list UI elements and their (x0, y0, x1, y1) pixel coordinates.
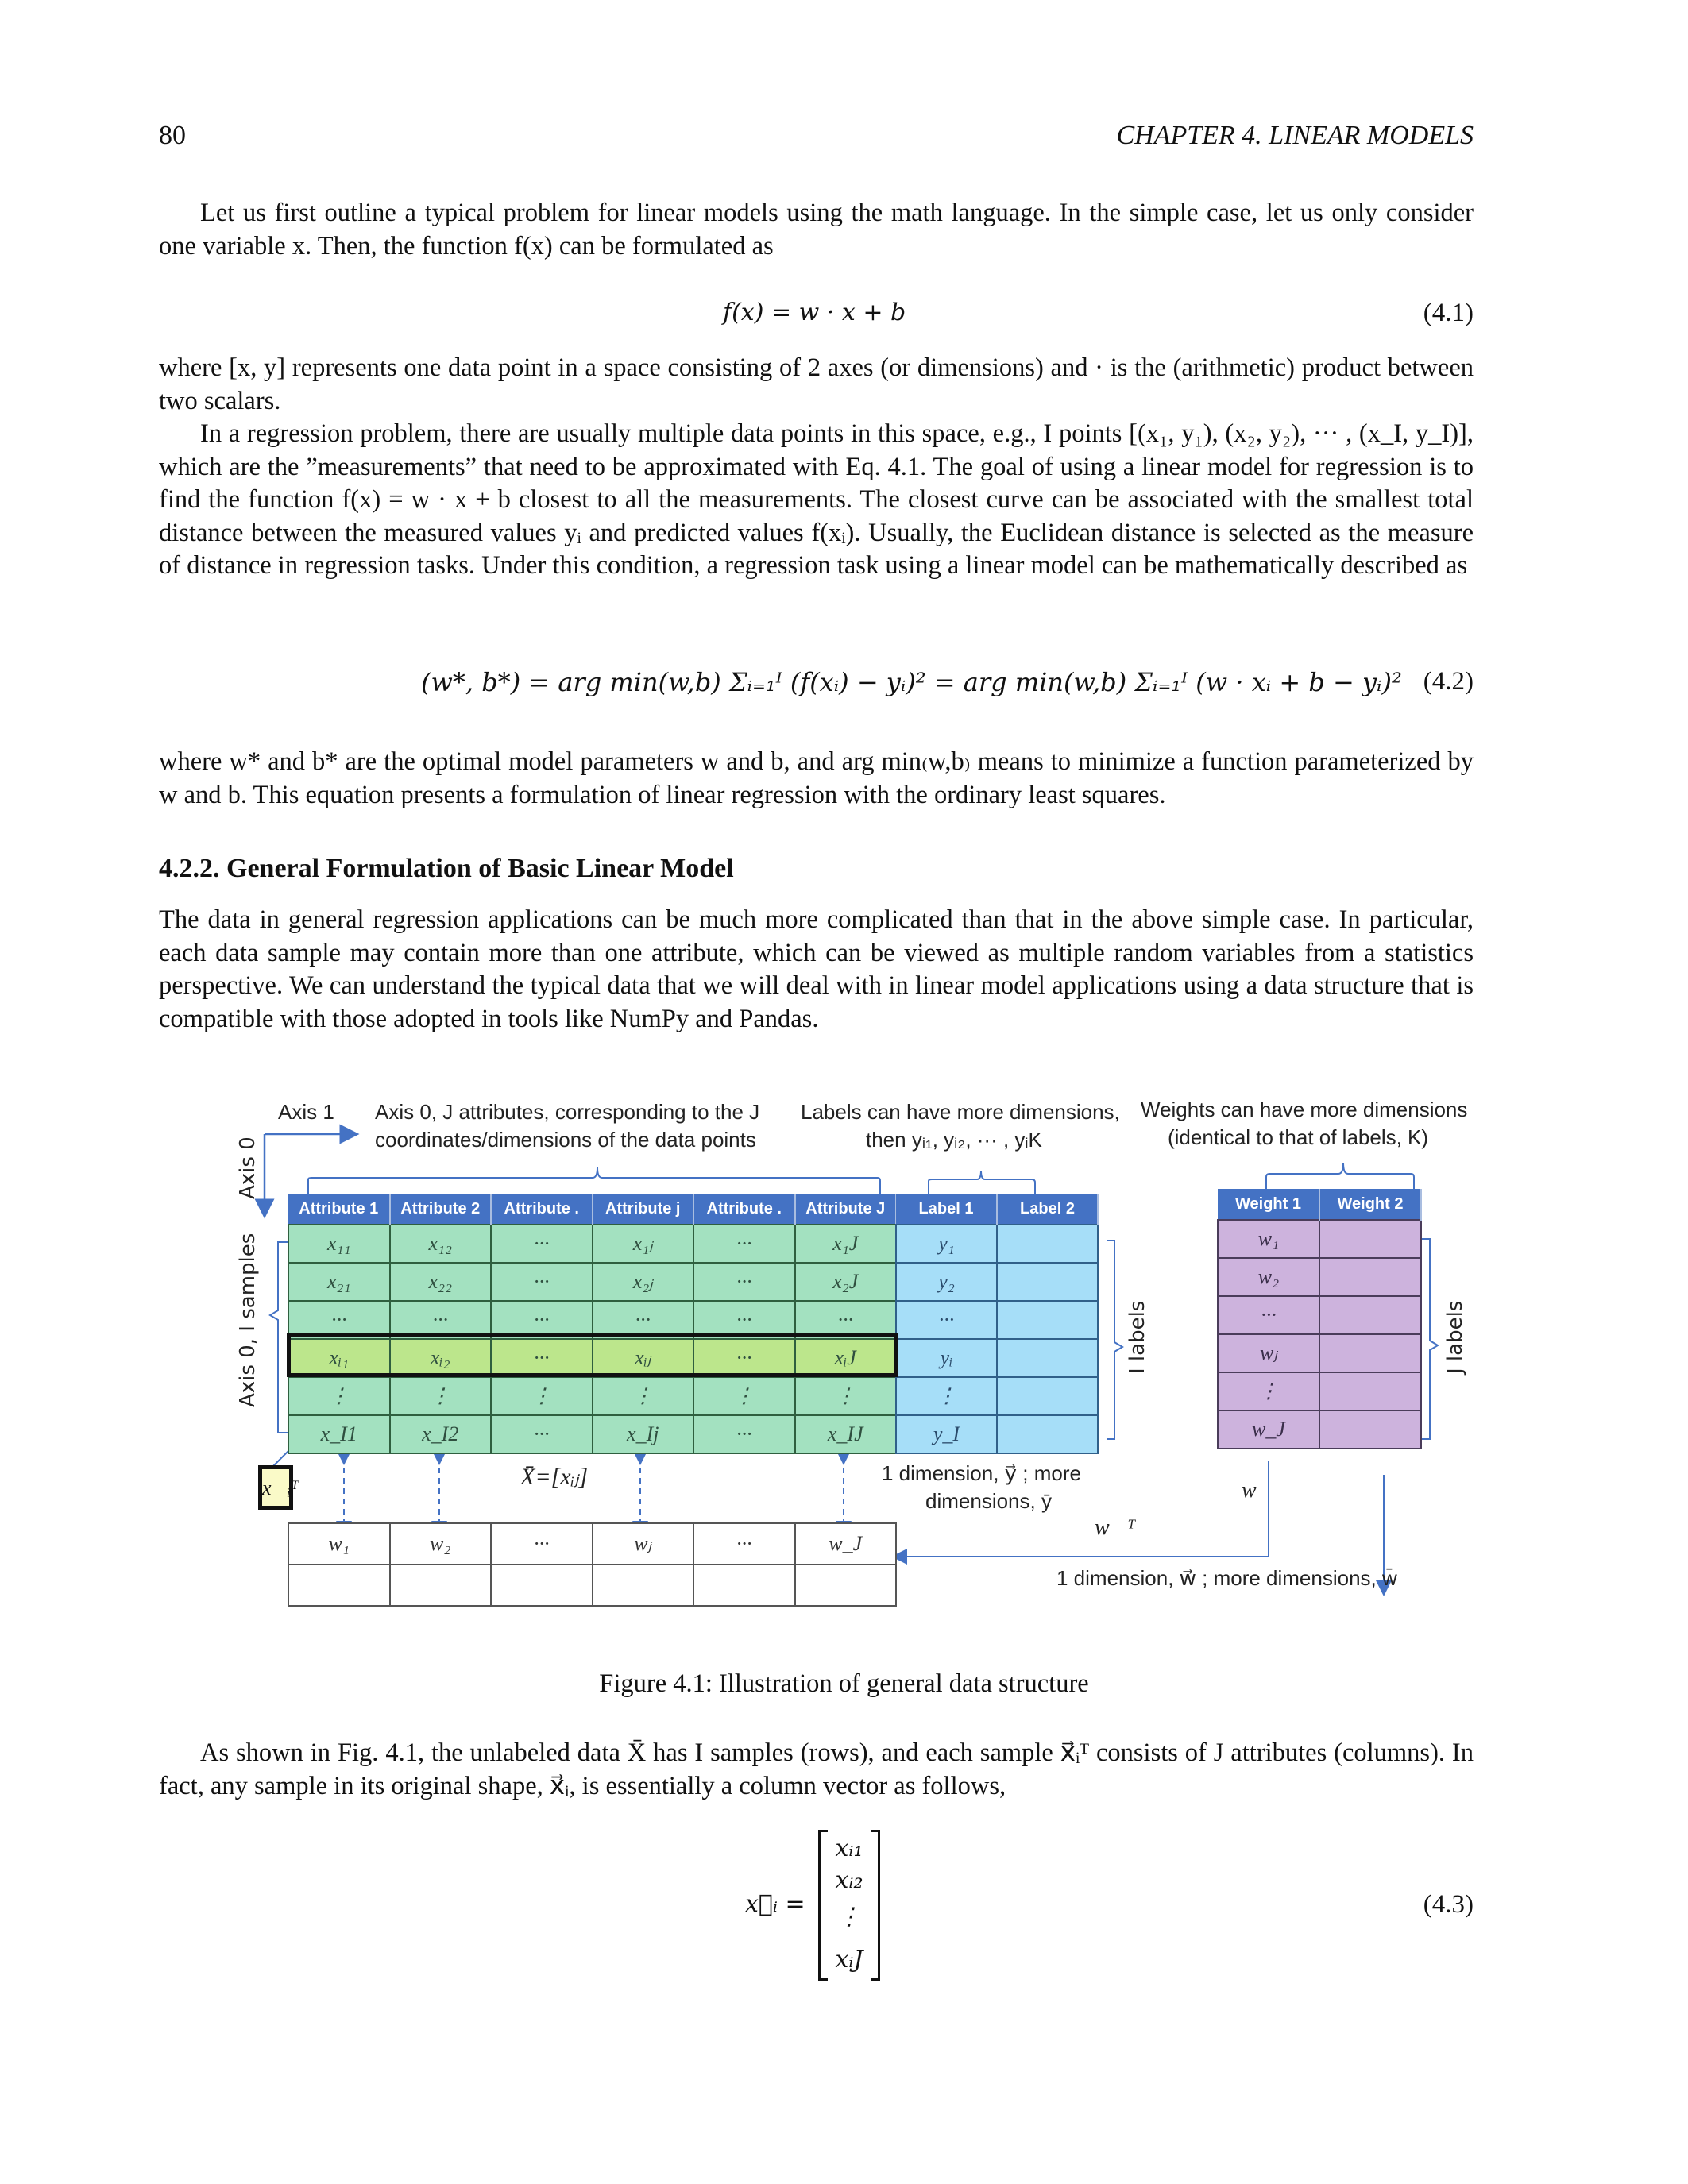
table-row (288, 1225, 896, 1263)
equation-4-2-number: (4.2) (1423, 667, 1474, 696)
x-cell: x₂₁ (288, 1263, 390, 1301)
weight-header: Weight 2 (1319, 1189, 1421, 1220)
table-row (288, 1523, 896, 1565)
y-cell: ··· (896, 1301, 997, 1339)
y-cell: ⋮ (896, 1377, 997, 1415)
table-row (288, 1377, 896, 1415)
x-cell: ··· (693, 1225, 795, 1263)
x-cell: x₂₂ (390, 1263, 492, 1301)
axis0-label: Axis 0 (236, 1136, 260, 1199)
labels-header-row (896, 1194, 1098, 1225)
weights-note-line1: Weights can have more dimensions (1141, 1098, 1468, 1121)
attribute-header: Attribute j (593, 1194, 694, 1225)
column-vector (818, 1830, 880, 1981)
sample-transpose-tag: x⃗ᵢᵀ (258, 1465, 293, 1510)
w-cell (1319, 1258, 1421, 1296)
x-cell: xᵢ₁ (288, 1339, 390, 1377)
y-cell: y_I (896, 1415, 997, 1453)
x-cell: x₁₂ (390, 1225, 492, 1263)
w-cell: w₂ (1218, 1258, 1319, 1296)
section-heading: 4.2.2. General Formulation of Basic Linear Model (159, 854, 734, 883)
y-cell (997, 1301, 1098, 1339)
table-row (896, 1377, 1098, 1415)
x-cell: x₁ⱼ (593, 1225, 694, 1263)
x-cell: xᵢ₂ (390, 1339, 492, 1377)
x-cell: x_Ij (593, 1415, 694, 1453)
labels-note-line1: Labels can have more dimensions, (801, 1100, 1120, 1124)
weight-cell: w₁ (288, 1523, 390, 1565)
x-cell: xᵢJ (795, 1339, 897, 1377)
paragraph-fig-description (159, 1737, 1474, 1803)
left-bracket (818, 1830, 828, 1981)
x-cell: x₁₁ (288, 1225, 390, 1263)
chapter-header: CHAPTER 4. LINEAR MODELS (1116, 121, 1474, 150)
table-row (896, 1263, 1098, 1301)
selected-sample-outline (287, 1333, 898, 1377)
weight-cell-empty (288, 1565, 390, 1606)
attributes-note-line1: Axis 0, J attributes, corresponding to the J (375, 1100, 760, 1124)
equation-4-3 (159, 1827, 1474, 1985)
x-cell: x₂J (795, 1263, 897, 1301)
y-note-line1: 1 dimension, y⃗ ; more (882, 1461, 1081, 1485)
x-cell: ⋮ (795, 1377, 897, 1415)
figure-caption: Figure 4.1: Illustration of general data structure (599, 1669, 1089, 1698)
x-cell: ··· (593, 1301, 694, 1339)
x-cell: x_I1 (288, 1415, 390, 1453)
w-cell: ··· (1218, 1296, 1319, 1334)
w-cell: w₁ (1218, 1220, 1319, 1258)
weight-cell: wⱼ (593, 1523, 694, 1565)
weight-cell-empty (795, 1565, 897, 1606)
w-cell: w_J (1218, 1410, 1319, 1449)
weight-cell-empty (390, 1565, 492, 1606)
vector-entry: xᵢ₁ (835, 1835, 863, 1862)
paragraph-optimal-params-text: where w* and b* are the optimal model parameters w and b, and arg min₍w,b₎ means to minimize a function parameterized by w and b. This equation presents a formulation of linear regression with the ordinary least squares. (159, 747, 1474, 809)
y-cell: yᵢ (896, 1339, 997, 1377)
equation-4-1-body: f(x) = w · x + b (723, 299, 906, 326)
i-labels-label: I labels (1126, 1300, 1149, 1374)
axis1-label: Axis 1 (278, 1100, 334, 1124)
matrix-label: X̄=[xᵢⱼ] (520, 1464, 589, 1490)
x-cell: ··· (491, 1263, 593, 1301)
paragraph-intro-text: Let us first outline a typical problem for linear models using the math language. In the simple case, let us only consider one variable x. Then, the function f(x) can be formulated as (159, 199, 1474, 260)
x-cell: ··· (693, 1263, 795, 1301)
vector-entry: ⋮ (837, 1903, 861, 1931)
x-cell: ⋮ (491, 1377, 593, 1415)
x-cell: ··· (390, 1301, 492, 1339)
labels-note-line2: then yᵢ₁, yᵢ₂, ··· , yᵢK (866, 1128, 1042, 1152)
table-row (896, 1415, 1098, 1453)
attributes-header-row (288, 1194, 896, 1225)
w-cell (1319, 1220, 1421, 1258)
weight-cell-empty (693, 1565, 795, 1606)
x-cell: xᵢⱼ (593, 1339, 694, 1377)
w-transpose-label: w⃗ᵀ (1095, 1515, 1136, 1540)
x-cell: ··· (491, 1415, 593, 1453)
x-cell: ··· (693, 1301, 795, 1339)
weight-cell: ··· (693, 1523, 795, 1565)
y-cell (997, 1225, 1098, 1263)
x-cell: x_IJ (795, 1415, 897, 1453)
y-note-line2: dimensions, ȳ (925, 1489, 1052, 1513)
table-row (1218, 1372, 1421, 1410)
weight-header: Weight 1 (1218, 1189, 1319, 1220)
y-cell (997, 1263, 1098, 1301)
table-row (288, 1263, 896, 1301)
w-cell: wⱼ (1218, 1334, 1319, 1372)
x-cell: ··· (491, 1301, 593, 1339)
w-cell (1319, 1296, 1421, 1334)
x-cell: x_I2 (390, 1415, 492, 1453)
right-bracket (871, 1830, 880, 1981)
label-header: Label 1 (896, 1194, 997, 1225)
y-cell (997, 1339, 1098, 1377)
w-cell: ⋮ (1218, 1372, 1319, 1410)
attributes-table (288, 1194, 897, 1454)
weights-table (1217, 1189, 1422, 1449)
table-row (896, 1339, 1098, 1377)
w-cell (1319, 1372, 1421, 1410)
weight-cell: ··· (491, 1523, 593, 1565)
x-cell: ⋮ (288, 1377, 390, 1415)
weight-cell-empty (491, 1565, 593, 1606)
equation-4-3-number: (4.3) (1423, 1890, 1474, 1919)
attribute-header: Attribute . (491, 1194, 593, 1225)
weights-header-row (1218, 1189, 1421, 1220)
table-row (896, 1225, 1098, 1263)
w-cell (1319, 1334, 1421, 1372)
equation-4-2-body: (w*, b*) = arg min(w,b) Σᵢ₌₁ᴵ (f(xᵢ) − yᵢ)² = arg min(w,b) Σᵢ₌₁ᴵ (w · xᵢ + b − yᵢ)² (421, 667, 1402, 697)
page-number: 80 (159, 121, 186, 150)
table-row (288, 1415, 896, 1453)
paragraph-regression-text: In a regression problem, there are usually multiple data points in this space, e.g., I points [(x₁, y₁), (x₂, y₂), ··· , (x_I, y_I)], which are the ”measurements” that need to be approximated with Eq. 4.1. The goal of using a linear model for regression is to find the function f(x) = w · x + b closest to all the measurements. The closest curve can be associated with the smallest total distance between the measured values yᵢ and predicted values f(xᵢ). Usually, the Euclidean distance is selected as the measure of distance in regression tasks. Under this condition, a regression task using a linear model can be mathematically described as (159, 419, 1474, 580)
x-cell: ⋮ (593, 1377, 694, 1415)
weights-note-line2: (identical to that of labels, K) (1168, 1125, 1429, 1149)
x-cell: x₁J (795, 1225, 897, 1263)
attribute-header: Attribute J (795, 1194, 897, 1225)
x-cell: ⋮ (390, 1377, 492, 1415)
labels-table (895, 1194, 1099, 1454)
paragraph-fig-description-text: As shown in Fig. 4.1, the unlabeled data X̄ has I samples (rows), and each sample x⃗ᵢᵀ consists of J attributes (columns). In fact, any sample in its original shape, x⃗ᵢ, is essentially a column vector as follows, (159, 1738, 1474, 1800)
x-cell: ··· (288, 1301, 390, 1339)
attribute-header: Attribute . (693, 1194, 795, 1225)
table-row (1218, 1258, 1421, 1296)
table-row (1218, 1410, 1421, 1449)
attributes-note-line2: coordinates/dimensions of the data points (375, 1128, 756, 1152)
w-vector-label: w⃗ (1242, 1478, 1274, 1503)
vector-entry: xᵢJ (835, 1946, 863, 1974)
x-cell: ··· (491, 1225, 593, 1263)
y-cell: y₂ (896, 1263, 997, 1301)
label-header: Label 2 (997, 1194, 1098, 1225)
table-row (1218, 1334, 1421, 1372)
table-row (1218, 1220, 1421, 1258)
table-row (1218, 1296, 1421, 1334)
table-row (896, 1301, 1098, 1339)
paragraph-general-data-text: The data in general regression applications can be much more complicated than that in the above simple case. In particular, each data sample may contain more than one attribute, which can be viewed as multiple random variables from a statistics perspective. We can understand the typical data that we will deal with in linear model applications using a data structure that is compatible with those adopted in tools like NumPy and Pandas. (159, 905, 1474, 1033)
equation-4-3-lhs: x⃗ᵢ = (745, 1890, 805, 1918)
weight-cell: w₂ (390, 1523, 492, 1565)
x-cell: ··· (693, 1339, 795, 1377)
vector-entry: xᵢ₂ (835, 1866, 863, 1894)
w-cell (1319, 1410, 1421, 1449)
x-cell: ··· (491, 1339, 593, 1377)
y-cell (997, 1415, 1098, 1453)
weight-cell-empty (593, 1565, 694, 1606)
attribute-header: Attribute 2 (390, 1194, 492, 1225)
w-note: 1 dimension, w⃗ ; more dimensions, w̄ (1056, 1566, 1397, 1590)
j-labels-label: J labels (1443, 1300, 1467, 1374)
weight-row-table (288, 1522, 897, 1607)
samples-label: Axis 0, I samples (236, 1233, 260, 1407)
y-cell: y₁ (896, 1225, 997, 1263)
x-cell: x₂ⱼ (593, 1263, 694, 1301)
paragraph-data-point-text: where [x, y] represents one data point in a space consisting of 2 axes (or dimensions) and · is the (arithmetic) product between two scalars. (159, 353, 1474, 415)
x-cell: ··· (795, 1301, 897, 1339)
weight-cell: w_J (795, 1523, 897, 1565)
equation-4-1-number: (4.1) (1423, 299, 1474, 327)
attribute-header: Attribute 1 (288, 1194, 390, 1225)
table-row (288, 1565, 896, 1606)
y-cell (997, 1377, 1098, 1415)
x-cell: ⋮ (693, 1377, 795, 1415)
x-cell: ··· (693, 1415, 795, 1453)
